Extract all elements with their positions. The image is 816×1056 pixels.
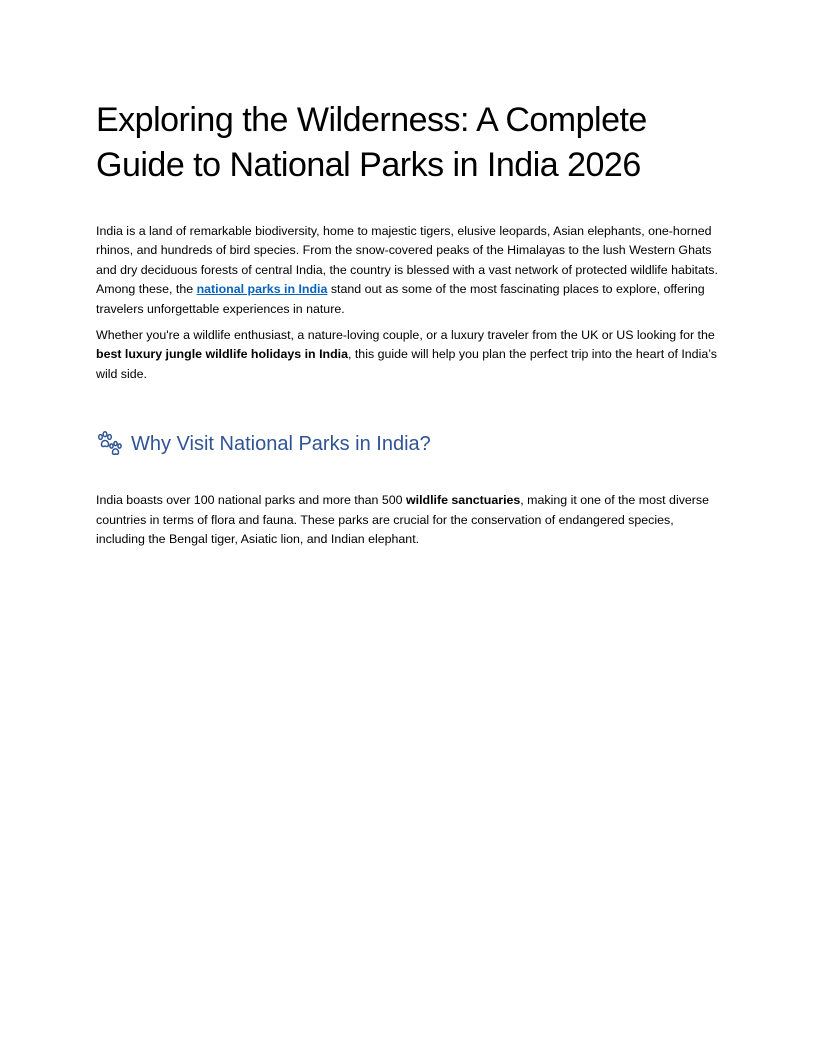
section-heading xyxy=(96,430,724,458)
luxury-holidays-bold: best luxury jungle wildlife holidays in India xyxy=(96,347,348,362)
section-paragraph xyxy=(96,491,724,549)
section-text-start: India boasts over 100 national parks and more than 500 xyxy=(96,493,406,508)
section-heading-text: Why Visit National Parks in India? xyxy=(131,433,431,456)
paw-prints-icon xyxy=(96,431,124,457)
intro-text-end: stand out as some of the most fascinating places to explore, offering travelers unforgettable experiences in nature. xyxy=(96,282,705,316)
intro-text-start: India is a land of remarkable biodiversity, home to majestic tigers, elusive leopards, Asian elephants, one-horned rhinos, and hundreds of bird species. From the snow-covered peaks of the Himalayas to the lush Western Ghats and dry deciduous forests of central India, the country is blessed with a vast network of protected wildlife habitats. Among these, the xyxy=(96,224,718,297)
national-parks-link[interactable]: national parks in India xyxy=(196,282,328,297)
document-page xyxy=(96,98,724,549)
wildlife-sanctuaries-bold: wildlife sanctuaries xyxy=(405,493,521,508)
section-text-end: , making it one of the most diverse countries in terms of flora and fauna. These parks are crucial for the conservation of endangered species, including the Bengal tiger, Asiatic lion, and Indian elephant. xyxy=(96,493,710,547)
audience-paragraph xyxy=(96,326,724,384)
intro-paragraph xyxy=(96,222,724,319)
audience-text-start: Whether you're a wildlife enthusiast, a nature-loving couple, or a luxury traveler from the UK or US looking for the xyxy=(96,328,715,343)
audience-text-end: , this guide will help you plan the perfect trip into the heart of India’s wild side. xyxy=(96,347,717,381)
page-title: Exploring the Wilderness: A Complete Guide to National Parks in India 2026 xyxy=(96,101,647,184)
